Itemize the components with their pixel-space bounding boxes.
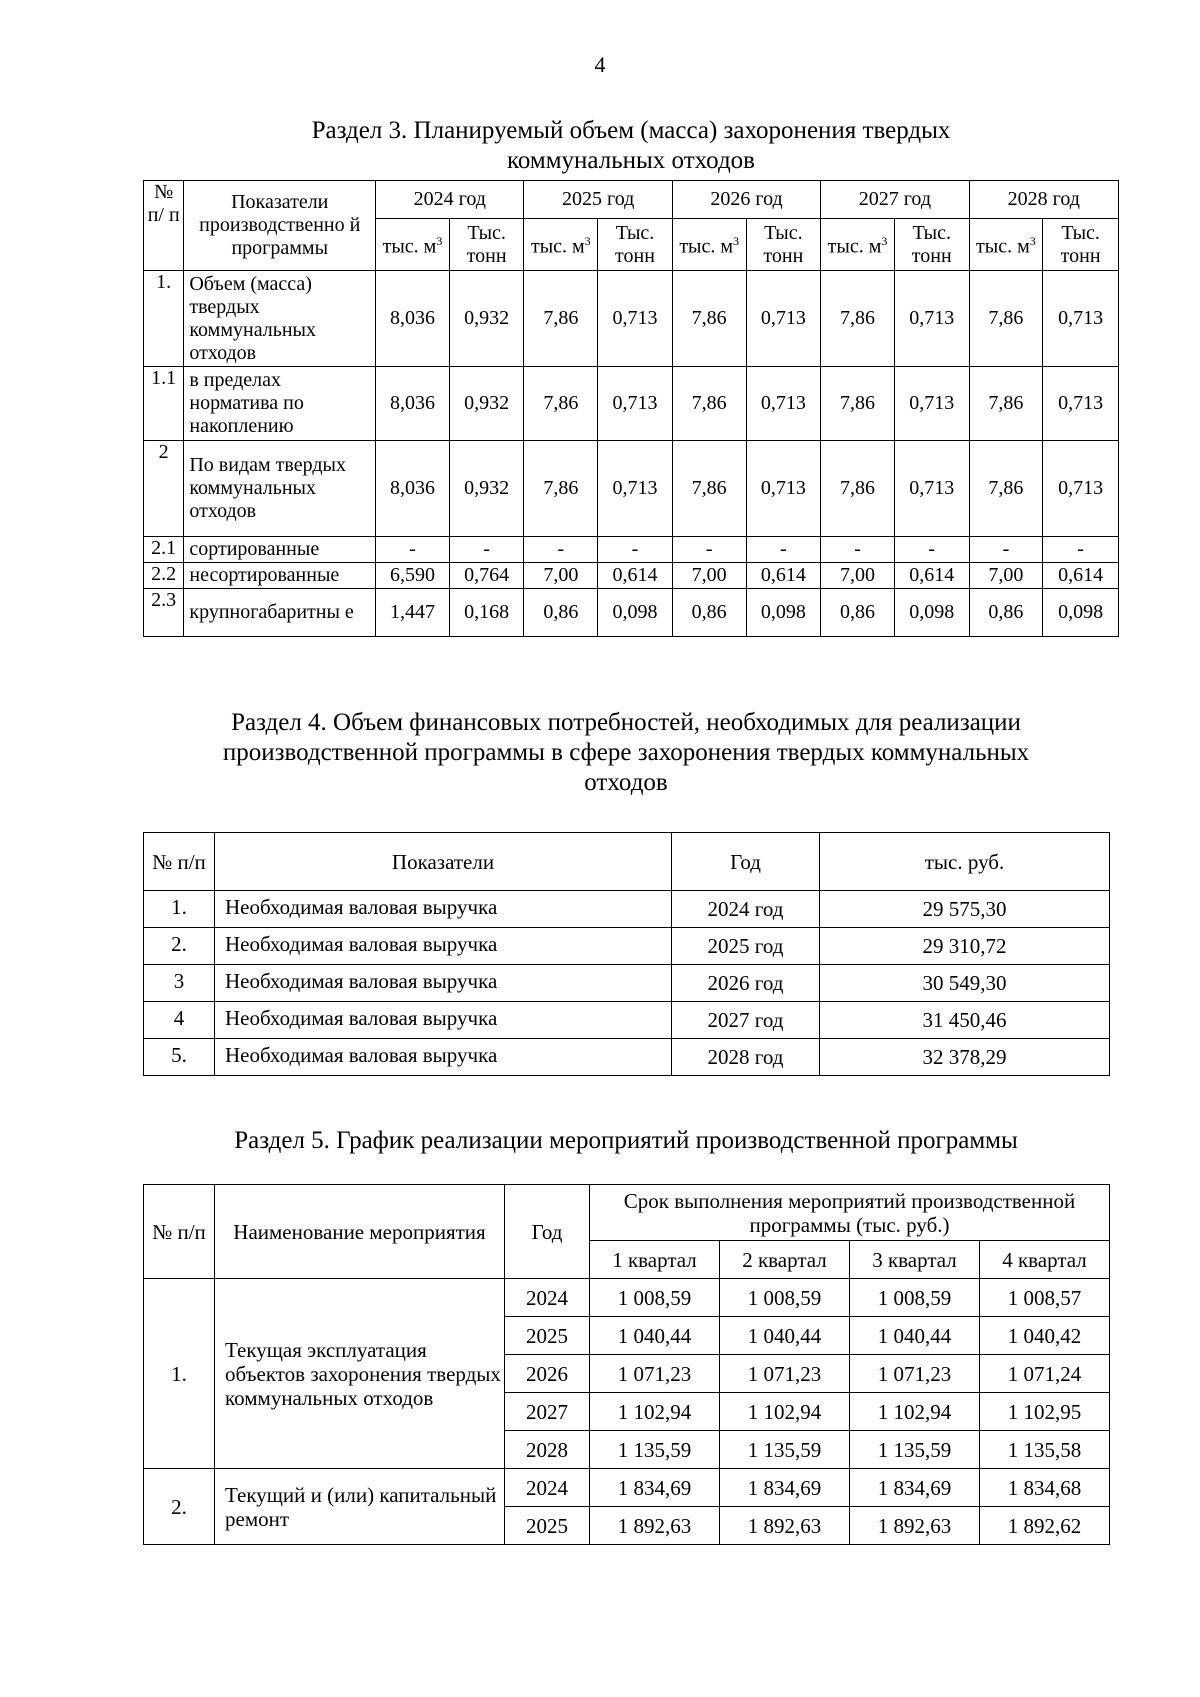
row-value: 0,098 — [894, 589, 969, 637]
row-quarter-value: 1 892,62 — [980, 1507, 1110, 1545]
unit-m3-label: тыс. м — [976, 235, 1030, 258]
table-row — [144, 1279, 1110, 1317]
section3-unit-m3 — [821, 219, 895, 271]
row-value: 7,86 — [672, 367, 746, 441]
section3-unit-tonnes: Тыс. тонн — [598, 219, 673, 271]
unit-m3-label: тыс. м — [530, 235, 585, 258]
row-quarter-value: 1 071,23 — [720, 1355, 850, 1393]
row-value: - — [821, 537, 895, 563]
section3-header-year: 2027 год — [821, 181, 969, 219]
row-value: - — [672, 537, 746, 563]
row-value: 0,713 — [746, 441, 821, 537]
row-year: 2025 — [505, 1507, 590, 1545]
row-value: 0,713 — [1043, 367, 1119, 441]
group-name: Текущий и (или) капитальный ремонт — [215, 1469, 505, 1545]
row-quarter-value: 1 008,59 — [590, 1279, 720, 1317]
unit-m3-superscript: 3 — [1029, 234, 1036, 249]
row-value: - — [524, 537, 598, 563]
row-value: 0,614 — [746, 563, 821, 589]
section3-unit-m3 — [672, 219, 746, 271]
section4-header-indicator: Показатели — [215, 833, 672, 891]
row-value: 7,86 — [969, 271, 1043, 367]
row-value: 0,614 — [894, 563, 969, 589]
row-year: 2026 год — [672, 965, 820, 1002]
row-quarter-value: 1 040,44 — [720, 1317, 850, 1355]
section5-header-period: Срок выполнения мероприятий производственной программы (тыс. руб.) — [590, 1185, 1110, 1241]
row-quarter-value: 1 135,59 — [850, 1431, 980, 1469]
row-quarter-value: 1 071,24 — [980, 1355, 1110, 1393]
row-number: 4 — [144, 1002, 215, 1039]
section5-header-name: Наименование мероприятия — [215, 1185, 505, 1279]
section5-header-quarter: 2 квартал — [720, 1241, 850, 1279]
row-quarter-value: 1 892,63 — [720, 1507, 850, 1545]
section3-table — [143, 180, 1119, 637]
section3-header-indicator: Показатели производственно й программы — [184, 181, 376, 271]
row-value: 6,590 — [376, 563, 450, 589]
row-indicator: крупногабаритны е — [184, 589, 376, 637]
section3-header-year: 2028 год — [969, 181, 1118, 219]
section3-unit-tonnes: Тыс. тонн — [894, 219, 969, 271]
row-value: - — [969, 537, 1043, 563]
row-quarter-value: 1 834,69 — [590, 1469, 720, 1507]
row-value: 0,098 — [598, 589, 673, 637]
unit-m3-label: тыс. м — [827, 235, 882, 258]
row-quarter-value: 1 892,63 — [850, 1507, 980, 1545]
row-value: 0,932 — [449, 441, 524, 537]
row-value: 7,00 — [821, 563, 895, 589]
row-number: 1. — [144, 271, 184, 367]
section4-table — [143, 832, 1110, 1076]
row-value: 0,86 — [969, 589, 1043, 637]
row-indicator: Необходимая валовая выручка — [215, 891, 672, 928]
unit-m3-superscript: 3 — [733, 234, 740, 249]
row-value: - — [1043, 537, 1119, 563]
unit-m3-superscript: 3 — [436, 234, 443, 249]
row-number: 2. — [144, 928, 215, 965]
row-value: 0,713 — [746, 271, 821, 367]
row-quarter-value: 1 102,95 — [980, 1393, 1110, 1431]
section4-header-row — [144, 833, 1110, 891]
row-number: 2 — [144, 441, 184, 537]
row-year: 2027 — [505, 1393, 590, 1431]
section3-title — [143, 116, 1119, 176]
row-value: 8,036 — [376, 271, 450, 367]
section4-title-line2: производственной программы в сфере захоронения твердых коммунальных — [222, 739, 1030, 766]
row-year: 2027 год — [672, 1002, 820, 1039]
table-row — [144, 1469, 1110, 1507]
row-quarter-value: 1 071,23 — [850, 1355, 980, 1393]
section4-header-no: № п/п — [144, 833, 215, 891]
row-quarter-value: 1 135,59 — [590, 1431, 720, 1469]
row-number: 3 — [144, 965, 215, 1002]
row-value: 0,098 — [1043, 589, 1119, 637]
row-year: 2028 год — [672, 1039, 820, 1076]
row-value: 0,932 — [449, 367, 524, 441]
row-quarter-value: 1 071,23 — [590, 1355, 720, 1393]
table-row — [144, 965, 1110, 1002]
row-value: - — [598, 537, 673, 563]
row-value: 0,098 — [746, 589, 821, 637]
section4-title-line1: Раздел 4. Объем финансовых потребностей, необходимых для реализации — [231, 709, 1021, 736]
section5-header-quarter: 1 квартал — [590, 1241, 720, 1279]
row-value: 0,713 — [894, 367, 969, 441]
row-quarter-value: 1 102,94 — [590, 1393, 720, 1431]
section5-header-quarter: 4 квартал — [980, 1241, 1110, 1279]
section5-header-no: № п/п — [144, 1185, 215, 1279]
row-amount: 32 378,29 — [820, 1039, 1110, 1076]
section4-header-year: Год — [672, 833, 820, 891]
section3-header-no: № п/ п — [144, 181, 184, 271]
row-indicator: По видам твердых коммунальных отходов — [184, 441, 376, 537]
row-value: 0,764 — [449, 563, 524, 589]
row-value: 8,036 — [376, 367, 450, 441]
section5-body — [144, 1279, 1110, 1545]
row-value: 8,036 — [376, 441, 450, 537]
row-year: 2024 — [505, 1279, 590, 1317]
row-number: 2.2 — [144, 563, 184, 589]
unit-m3-superscript: 3 — [584, 234, 591, 249]
row-value: 7,86 — [524, 271, 598, 367]
row-indicator: Необходимая валовая выручка — [215, 965, 672, 1002]
table-row — [144, 589, 1119, 637]
table-row — [144, 891, 1110, 928]
unit-m3-label: тыс. м — [382, 235, 437, 258]
row-number: 1.1 — [144, 367, 184, 441]
row-indicator: сортированные — [184, 537, 376, 563]
section3-unit-m3 — [524, 219, 598, 271]
row-value: - — [376, 537, 450, 563]
row-value: 0,713 — [1043, 441, 1119, 537]
table-row — [144, 367, 1119, 441]
row-quarter-value: 1 040,44 — [850, 1317, 980, 1355]
section3-unit-tonnes: Тыс. тонн — [449, 219, 524, 271]
row-value: 0,614 — [598, 563, 673, 589]
row-year: 2024 год — [672, 891, 820, 928]
section3-title-line2: коммунальных отходов — [507, 147, 755, 174]
page-number: 4 — [594, 52, 606, 77]
group-name: Текущая эксплуатация объектов захоронения твердых коммунальных отходов — [215, 1279, 505, 1469]
row-quarter-value: 1 135,58 — [980, 1431, 1110, 1469]
row-value: 7,86 — [524, 367, 598, 441]
section5-table — [143, 1184, 1110, 1545]
section3-header-year: 2025 год — [524, 181, 672, 219]
section5-header-year: Год — [505, 1185, 590, 1279]
row-value: 7,86 — [821, 271, 895, 367]
row-amount: 31 450,46 — [820, 1002, 1110, 1039]
section3-unit-m3 — [969, 219, 1043, 271]
section3-header-year: 2024 год — [376, 181, 524, 219]
row-number: 2.1 — [144, 537, 184, 563]
table-row — [144, 441, 1119, 537]
unit-m3-superscript: 3 — [881, 234, 888, 249]
section3-body — [144, 271, 1119, 637]
row-amount: 29 575,30 — [820, 891, 1110, 928]
row-quarter-value: 1 135,59 — [720, 1431, 850, 1469]
row-quarter-value: 1 834,69 — [850, 1469, 980, 1507]
section3-header-year: 2026 год — [672, 181, 820, 219]
row-value: 0,932 — [449, 271, 524, 367]
row-indicator: Объем (масса) твердых коммунальных отходов — [184, 271, 376, 367]
row-value: 7,00 — [524, 563, 598, 589]
unit-m3-label: тыс. м — [679, 235, 734, 258]
row-value: 0,614 — [1043, 563, 1119, 589]
row-value: 0,168 — [449, 589, 524, 637]
row-value: 0,713 — [746, 367, 821, 441]
section5-title: Раздел 5. График реализации мероприятий производственной программы — [234, 1127, 1018, 1154]
section4-title-line3: отходов — [584, 769, 668, 796]
row-amount: 29 310,72 — [820, 928, 1110, 965]
row-value: 7,86 — [821, 441, 895, 537]
row-year: 2025 — [505, 1317, 590, 1355]
row-number: 2.3 — [144, 589, 184, 637]
table-row — [144, 563, 1119, 589]
section3-unit-tonnes: Тыс. тонн — [746, 219, 821, 271]
row-value: 7,00 — [672, 563, 746, 589]
row-value: 0,86 — [821, 589, 895, 637]
row-quarter-value: 1 102,94 — [850, 1393, 980, 1431]
row-quarter-value: 1 008,57 — [980, 1279, 1110, 1317]
row-indicator: Необходимая валовая выручка — [215, 928, 672, 965]
row-indicator: в пределах норматива по накоплению — [184, 367, 376, 441]
section3-unit-m3 — [376, 219, 450, 271]
row-year: 2024 — [505, 1469, 590, 1507]
row-value: 0,713 — [894, 271, 969, 367]
row-value: 0,713 — [598, 367, 673, 441]
row-year: 2025 год — [672, 928, 820, 965]
row-indicator: Необходимая валовая выручка — [215, 1039, 672, 1076]
row-year: 2026 — [505, 1355, 590, 1393]
row-value: - — [894, 537, 969, 563]
row-value: 0,86 — [672, 589, 746, 637]
row-value: - — [746, 537, 821, 563]
row-year: 2028 — [505, 1431, 590, 1469]
row-number: 5. — [144, 1039, 215, 1076]
row-quarter-value: 1 834,69 — [720, 1469, 850, 1507]
row-indicator: Необходимая валовая выручка — [215, 1002, 672, 1039]
group-number: 1. — [144, 1279, 215, 1469]
row-value: 0,713 — [598, 271, 673, 367]
section5-header-quarter: 3 квартал — [850, 1241, 980, 1279]
row-value: 7,86 — [524, 441, 598, 537]
table-row — [144, 1002, 1110, 1039]
row-quarter-value: 1 892,63 — [590, 1507, 720, 1545]
row-value: 0,713 — [894, 441, 969, 537]
row-quarter-value: 1 102,94 — [720, 1393, 850, 1431]
row-quarter-value: 1 040,42 — [980, 1317, 1110, 1355]
row-value: 1,447 — [376, 589, 450, 637]
row-value: 7,86 — [969, 441, 1043, 537]
row-value: - — [449, 537, 524, 563]
row-value: 7,86 — [672, 441, 746, 537]
section4-title — [143, 708, 1109, 798]
section3-header-row — [144, 181, 1119, 219]
row-value: 0,713 — [598, 441, 673, 537]
row-value: 0,86 — [524, 589, 598, 637]
group-number: 2. — [144, 1469, 215, 1545]
table-row — [144, 537, 1119, 563]
table-row — [144, 271, 1119, 367]
row-number: 1. — [144, 891, 215, 928]
row-quarter-value: 1 040,44 — [590, 1317, 720, 1355]
row-value: 0,713 — [1043, 271, 1119, 367]
row-value: 7,86 — [821, 367, 895, 441]
row-quarter-value: 1 834,68 — [980, 1469, 1110, 1507]
table-row — [144, 1039, 1110, 1076]
section3-unit-tonnes: Тыс. тонн — [1043, 219, 1119, 271]
section4-header-amount: тыс. руб. — [820, 833, 1110, 891]
row-quarter-value: 1 008,59 — [850, 1279, 980, 1317]
row-indicator: несортированные — [184, 563, 376, 589]
section3-title-line1: Раздел 3. Планируемый объем (масса) захоронения твердых — [311, 117, 951, 144]
row-quarter-value: 1 008,59 — [720, 1279, 850, 1317]
row-value: 7,86 — [969, 367, 1043, 441]
row-value: 7,00 — [969, 563, 1043, 589]
table-row — [144, 928, 1110, 965]
section4-body — [144, 891, 1110, 1076]
row-amount: 30 549,30 — [820, 965, 1110, 1002]
section5-header-row — [144, 1185, 1110, 1241]
row-value: 7,86 — [672, 271, 746, 367]
